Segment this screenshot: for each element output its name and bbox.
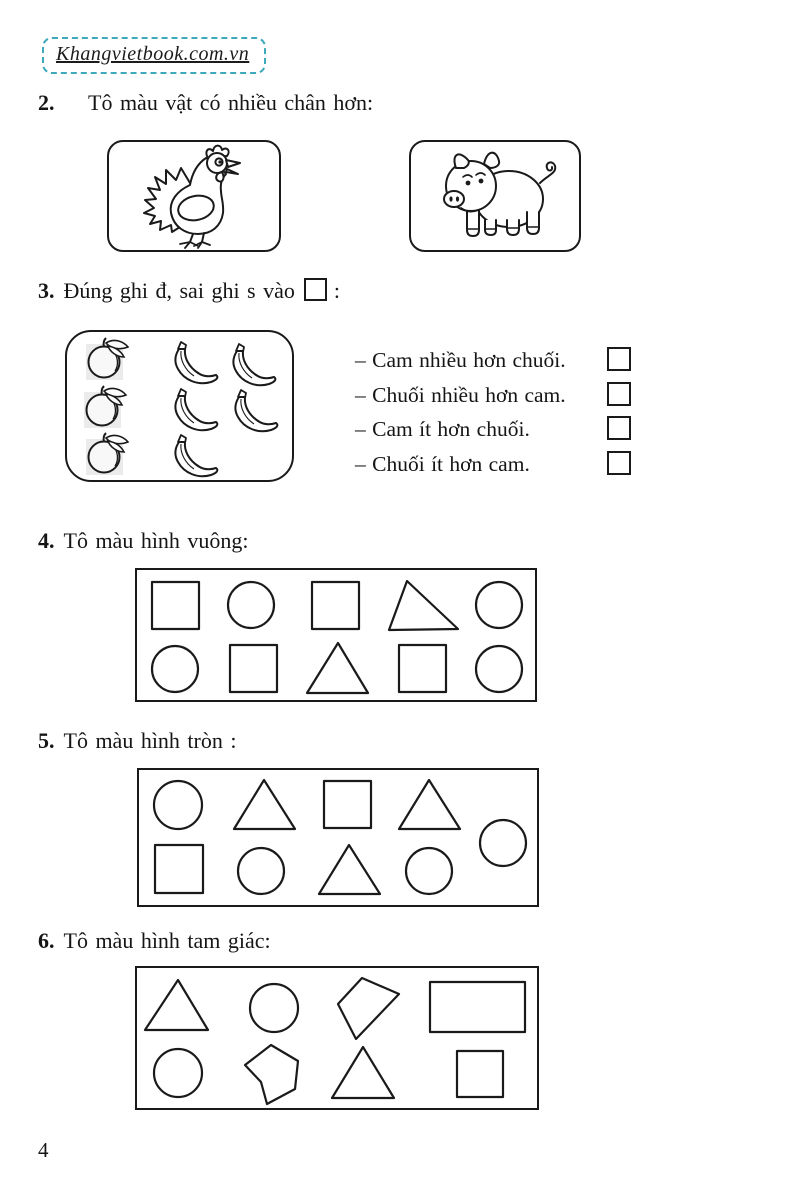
q4-shape-square[interactable]: [399, 645, 446, 692]
question-4-text: Tô màu hình vuông:: [63, 528, 249, 553]
banana-illustration: [233, 344, 275, 385]
q6-shape-rect[interactable]: [430, 982, 525, 1032]
site-logo-text: Khangvietbook.com.vn: [56, 43, 250, 65]
answer-checkbox-2[interactable]: [607, 382, 631, 406]
pig-card[interactable]: [409, 140, 581, 252]
answer-checkbox-3[interactable]: [607, 416, 631, 440]
question-3-colon: :: [333, 278, 341, 303]
q6-shape-polygon[interactable]: [332, 1047, 394, 1098]
banana-illustration: [175, 389, 217, 430]
orange-illustration: [86, 433, 128, 475]
q5-shape-polygon[interactable]: [319, 845, 380, 894]
q4-shape-circle[interactable]: [228, 582, 274, 628]
q5-shape-square[interactable]: [155, 845, 203, 893]
q5-shape-circle[interactable]: [406, 848, 452, 894]
question-5-heading: [38, 728, 236, 754]
q4-shape-circle[interactable]: [476, 646, 522, 692]
question-4-number: 4.: [38, 528, 55, 553]
pig-front-right-leg: [485, 220, 496, 235]
rooster-beak-bottom: [226, 169, 238, 174]
site-logo: [42, 37, 266, 74]
q4-shape-circle[interactable]: [476, 582, 522, 628]
question-5-number: 5.: [38, 728, 55, 753]
q6-shape-square[interactable]: [457, 1051, 503, 1097]
answer-checkbox-4[interactable]: [607, 451, 631, 475]
rooster-beak-top: [226, 160, 240, 167]
question-4-heading: [38, 528, 249, 554]
q5-shape-circle[interactable]: [480, 820, 526, 866]
statement-text: – Chuối nhiều hơn cam.: [355, 383, 566, 407]
q6-shape-polygon[interactable]: [245, 1045, 298, 1104]
question-3-number: 3.: [38, 278, 55, 303]
answer-checkbox-1[interactable]: [607, 347, 631, 371]
q5-shape-polygon[interactable]: [399, 780, 460, 829]
pig-nostril-left: [449, 196, 452, 201]
answer-box-icon: [304, 278, 327, 301]
q5-shape-polygon[interactable]: [234, 780, 295, 829]
rooster-illustration[interactable]: [109, 142, 279, 250]
q6-shape-polygon[interactable]: [338, 978, 399, 1039]
pig-eye-left: [466, 181, 471, 186]
shape-box-q4: [135, 568, 537, 702]
pig-snout: [444, 191, 464, 207]
question-3-heading: [38, 278, 340, 304]
fruit-illustration: [67, 332, 292, 480]
question-5-text: Tô màu hình tròn :: [63, 728, 237, 753]
rooster-pupil: [218, 160, 221, 163]
question-3-text: Đúng ghi đ, sai ghi s vào: [63, 278, 295, 303]
statement-list: [355, 348, 637, 480]
orange-illustration: [86, 338, 128, 380]
rooster-wattle: [216, 172, 223, 182]
question-2-number: 2.: [38, 90, 55, 115]
q4-shape-square[interactable]: [230, 645, 277, 692]
question-6-number: 6.: [38, 928, 55, 953]
orange-illustration: [84, 386, 126, 428]
q6-shape-circle[interactable]: [154, 1049, 202, 1097]
q5-shape-square[interactable]: [324, 781, 371, 828]
pig-illustration[interactable]: [411, 142, 579, 250]
shape-box-q5: [137, 768, 539, 907]
pig-nostril-right: [456, 196, 459, 201]
q4-shape-circle[interactable]: [152, 646, 198, 692]
fruit-box: [65, 330, 294, 482]
q6-shape-polygon[interactable]: [145, 980, 208, 1030]
statement-row: [355, 417, 637, 443]
pig-left-ear: [454, 154, 468, 168]
q5-shape-circle[interactable]: [238, 848, 284, 894]
q4-shape-square[interactable]: [312, 582, 359, 629]
statement-row: [355, 348, 637, 374]
q5-shape-circle[interactable]: [154, 781, 202, 829]
banana-illustration: [175, 342, 217, 383]
pig-tail: [540, 162, 555, 183]
question-6-heading: [38, 928, 271, 954]
shape-box-q6: [135, 966, 539, 1110]
page-number: 4: [38, 1138, 49, 1162]
statement-text: – Cam nhiều hơn chuối.: [355, 348, 566, 372]
banana-illustration: [175, 435, 217, 476]
rooster-card[interactable]: [107, 140, 281, 252]
question-2-heading: [38, 90, 373, 116]
banana-illustration: [235, 390, 277, 431]
q4-shape-polygon[interactable]: [307, 643, 368, 693]
rooster-feet: [180, 242, 210, 248]
statement-text: – Cam ít hơn chuối.: [355, 417, 530, 441]
pig-eye-right: [479, 179, 484, 184]
statement-row: [355, 383, 637, 409]
q6-shape-circle[interactable]: [250, 984, 298, 1032]
q4-shape-polygon[interactable]: [389, 581, 458, 630]
question-2-text: Tô màu vật có nhiều chân hơn:: [88, 90, 374, 115]
q4-shape-square[interactable]: [152, 582, 199, 629]
statement-row: [355, 452, 637, 478]
statement-text: – Chuối ít hơn cam.: [355, 452, 530, 476]
pig-right-ear: [484, 153, 499, 168]
pig-back-right-leg: [527, 212, 539, 234]
question-6-text: Tô màu hình tam giác:: [63, 928, 271, 953]
